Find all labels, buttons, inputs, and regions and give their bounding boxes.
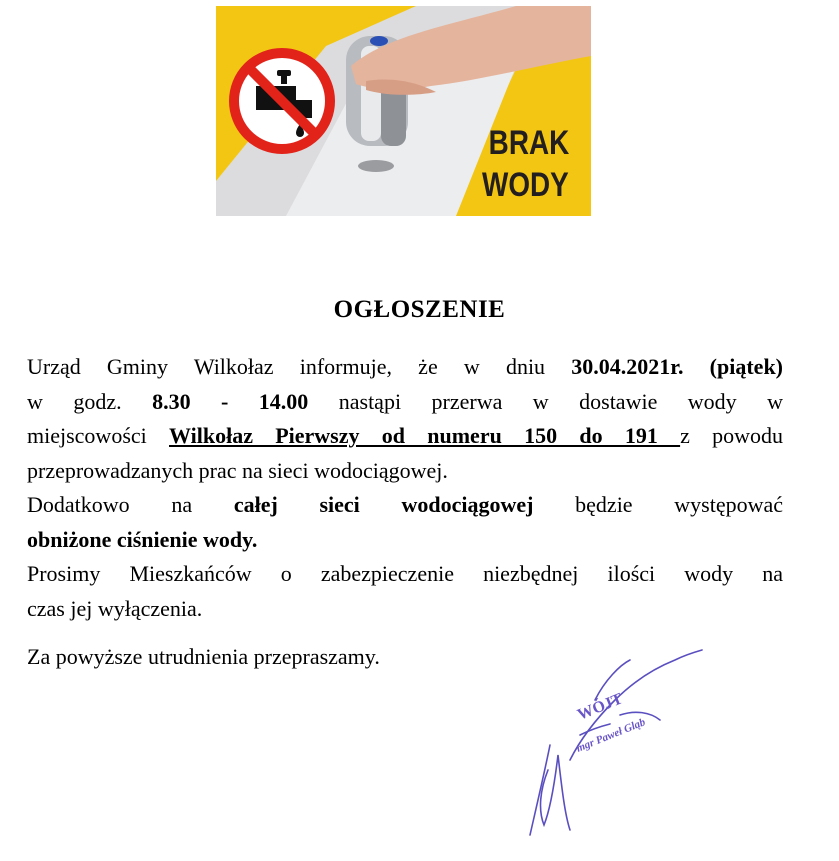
paragraph-water-outage: [27, 350, 783, 488]
line: czas jej wyłączenia.: [27, 595, 203, 621]
stamp-name: mgr Paweł Gląb: [574, 716, 648, 755]
announcement-body: [27, 350, 783, 675]
line: przeprowadzanych prac na sieci wodociągowej.: [27, 457, 448, 483]
line: Dodatkowo na całej sieci wodociągowej będzie występować: [27, 492, 784, 517]
signature-graphic: [510, 640, 710, 840]
banner-text-wody: WODY: [482, 166, 569, 204]
no-water-banner: [216, 6, 591, 216]
low-pressure-note: obniżone ciśnienie wody.: [27, 526, 258, 552]
line: Za powyższe utrudnienia przepraszamy.: [27, 644, 380, 669]
stamp-title: WÓJT: [575, 690, 626, 724]
paragraph-request: [27, 557, 783, 626]
line: miejscowości Wilkołaz Pierwszy od numeru 150 do 191 z powodu: [27, 423, 784, 448]
affected-area: Wilkołaz Pierwszy od numeru 150 do 191: [169, 423, 681, 448]
outage-date: 30.04.2021r. (piątek): [571, 354, 783, 379]
announcement-title: OGŁOSZENIE: [333, 296, 506, 323]
mayor-signature-stamp: [510, 640, 710, 840]
line: Prosimy Mieszkańców o zabezpieczenie niezbędnej ilości wody na: [27, 561, 783, 586]
paragraph-low-pressure: [27, 488, 783, 557]
whole-network: całej sieci wodociągowej: [233, 492, 534, 517]
spacer: [27, 626, 783, 640]
line: w godz. 8.30 - 14.00 nastąpi przerwa w dostawie wody w: [27, 388, 784, 414]
line: Urząd Gminy Wilkołaz informuje, że w dniu 30.04.2021r. (piątek): [27, 354, 783, 379]
banner-text-brak: BRAK: [488, 124, 569, 162]
outage-hours: 8.30 - 14.00: [152, 388, 309, 414]
